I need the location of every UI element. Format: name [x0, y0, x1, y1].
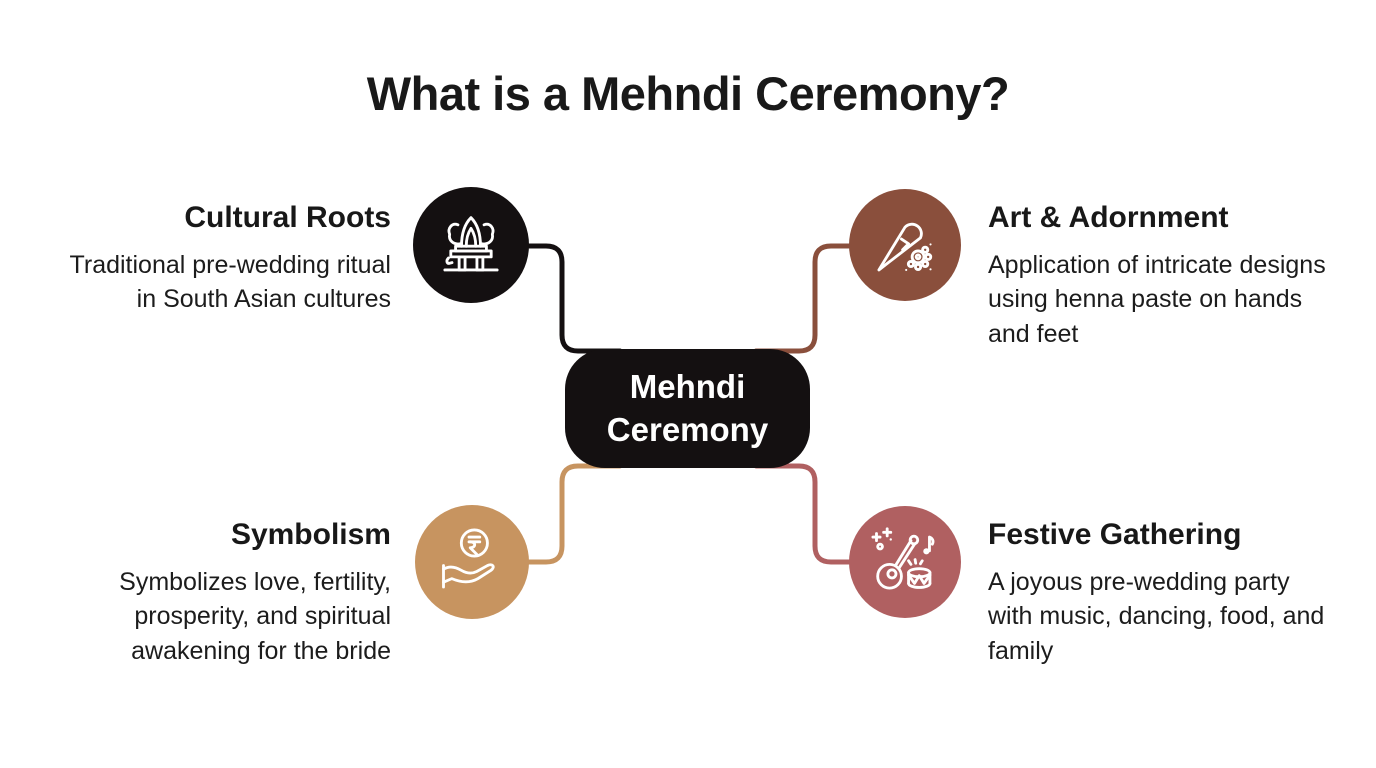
cultural-roots-circle — [413, 187, 529, 303]
branch-heading: Cultural Roots — [184, 201, 391, 234]
branch-heading: Festive Gathering — [988, 518, 1242, 551]
branch-festive-gathering — [988, 518, 1333, 668]
hand-rupee-coin-icon — [434, 524, 510, 600]
center-node — [565, 349, 810, 468]
branch-heading: Symbolism — [230, 518, 391, 551]
henna-cone-icon — [867, 207, 943, 283]
symbolism-circle — [415, 505, 529, 619]
art-adornment-circle — [849, 189, 961, 301]
branch-body: Traditional pre-wedding ritual in South Asian cultures — [69, 251, 391, 314]
branch-body: Symbolizes love, fertility, prosperity, and spiritual awakening for the bride — [119, 568, 391, 665]
branch-art-adornment — [988, 201, 1328, 351]
branch-cultural-roots — [66, 201, 391, 317]
branch-body: Application of intricate designs using henna paste on hands and feet — [988, 251, 1326, 348]
branch-symbolism — [56, 518, 391, 668]
center-node-label: Mehndi Ceremony — [606, 367, 769, 448]
guitar-drum-icon — [867, 524, 943, 600]
branch-body: A joyous pre-wedding party with music, dancing, food, and family — [988, 568, 1325, 665]
page-title: What is a Mehndi Ceremony? — [366, 67, 1010, 120]
temple-icon — [433, 207, 509, 283]
festive-gathering-circle — [849, 506, 961, 618]
branch-heading: Art & Adornment — [988, 201, 1229, 234]
